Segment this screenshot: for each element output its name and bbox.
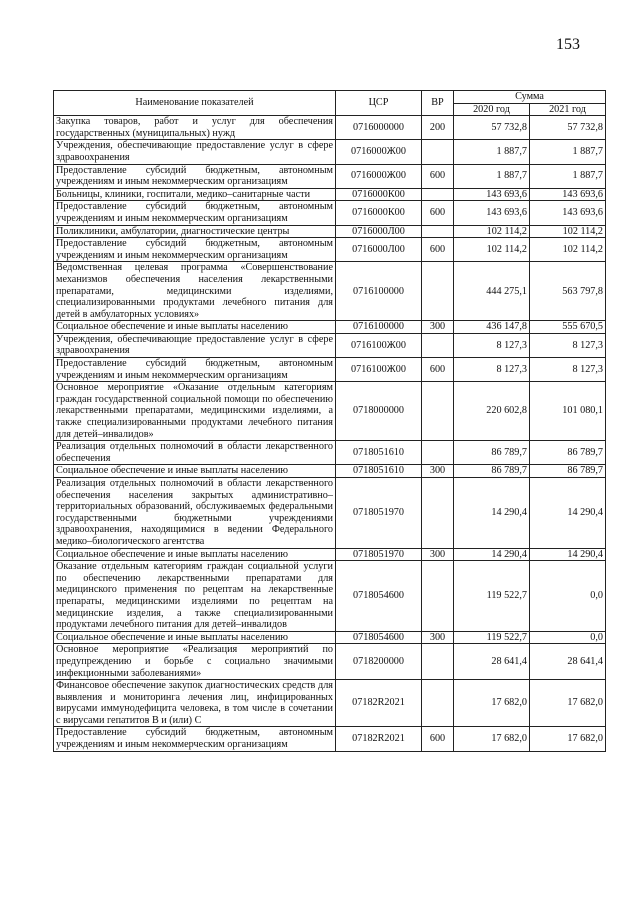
row-2020: 14 290,4: [454, 548, 530, 561]
row-csr: 0718051970: [336, 548, 422, 561]
row-csr: 0716100000: [336, 262, 422, 321]
row-2021: 1 887,7: [530, 140, 606, 164]
row-2020: 28 641,4: [454, 644, 530, 680]
row-vr: [422, 262, 454, 321]
row-vr: 600: [422, 201, 454, 225]
table-row: [54, 164, 606, 188]
row-name: Предоставление субсидий бюджетным, автономным учреждениям и иным некоммерческим организациям: [54, 164, 336, 188]
row-2020: 8 127,3: [454, 333, 530, 357]
row-csr: 0716000К00: [336, 188, 422, 201]
table-row: [54, 441, 606, 465]
row-2020: 1 887,7: [454, 140, 530, 164]
row-2020: 220 602,8: [454, 382, 530, 441]
row-2020: 119 522,7: [454, 631, 530, 644]
table-row: [54, 631, 606, 644]
row-2020: 143 693,6: [454, 188, 530, 201]
row-vr: [422, 382, 454, 441]
row-name: Учреждения, обеспечивающие предоставление услуг в сфере здравоохранения: [54, 333, 336, 357]
header-sum: Сумма: [454, 91, 606, 104]
row-name: Предоставление субсидий бюджетным, автономным учреждениям и иным некоммерческим организациям: [54, 358, 336, 382]
table-row: [54, 262, 606, 321]
row-2020: 86 789,7: [454, 441, 530, 465]
row-2020: 1 887,7: [454, 164, 530, 188]
row-name: Оказание отдельным категориям граждан социальной услуги по обеспечению лекарственными препаратами для медицинского применения по рецептам на лекарственные препараты, медицинскими изделиями по рецептам на медицинские изделия, а также специализированными продуктами лечебного питания для детей–инвалидов: [54, 561, 336, 632]
table-row: [54, 680, 606, 727]
row-2021: 0,0: [530, 561, 606, 632]
row-2021: 57 732,8: [530, 116, 606, 140]
row-csr: 07182R2021: [336, 680, 422, 727]
row-name: Закупка товаров, работ и услуг для обеспечения государственных (муниципальных) нужд: [54, 116, 336, 140]
table-row: [54, 561, 606, 632]
row-csr: 0716000Л00: [336, 238, 422, 262]
row-name: Финансовое обеспечение закупок диагностических средств для выявления и мониторинга лечения лиц, инфицированных вирусами иммунодефицита человека, в том числе в сочетании с вирусами гепатитов В и (или) С: [54, 680, 336, 727]
row-vr: 600: [422, 727, 454, 751]
row-2021: 0,0: [530, 631, 606, 644]
row-2021: 14 290,4: [530, 478, 606, 549]
row-vr: 300: [422, 548, 454, 561]
table-body: [54, 116, 606, 751]
row-csr: 07182R2021: [336, 727, 422, 751]
row-vr: [422, 680, 454, 727]
row-vr: 300: [422, 465, 454, 478]
row-vr: [422, 644, 454, 680]
row-vr: 600: [422, 238, 454, 262]
budget-table: [53, 90, 606, 752]
header-csr: ЦСР: [336, 91, 422, 116]
row-2021: 28 641,4: [530, 644, 606, 680]
row-name: Основное мероприятие «Оказание отдельным категориям граждан государственной социальной помощи по обеспечению лекарственными препаратами, медицинскими изделиями, а также специализированными продуктами лечебного питания для детей–инвалидов»: [54, 382, 336, 441]
row-2020: 436 147,8: [454, 321, 530, 334]
row-2020: 444 275,1: [454, 262, 530, 321]
table-row: [54, 116, 606, 140]
row-2021: 86 789,7: [530, 465, 606, 478]
row-2021: 102 114,2: [530, 238, 606, 262]
row-csr: 0718200000: [336, 644, 422, 680]
row-vr: 600: [422, 164, 454, 188]
row-csr: 0718054600: [336, 631, 422, 644]
row-vr: [422, 140, 454, 164]
row-2020: 8 127,3: [454, 358, 530, 382]
row-2021: 8 127,3: [530, 333, 606, 357]
row-name: Предоставление субсидий бюджетным, автономным учреждениям и иным некоммерческим организациям: [54, 727, 336, 751]
row-name: Реализация отдельных полномочий в области лекарственного обеспечения: [54, 441, 336, 465]
row-vr: 600: [422, 358, 454, 382]
row-csr: 0718051970: [336, 478, 422, 549]
row-2020: 14 290,4: [454, 478, 530, 549]
row-2021: 555 670,5: [530, 321, 606, 334]
row-csr: 0716000Л00: [336, 225, 422, 238]
row-csr: 0716100Ж00: [336, 358, 422, 382]
row-csr: 0716100Ж00: [336, 333, 422, 357]
table-row: [54, 238, 606, 262]
row-2020: 17 682,0: [454, 727, 530, 751]
row-csr: 0716000Ж00: [336, 140, 422, 164]
row-name: Поликлиники, амбулатории, диагностические центры: [54, 225, 336, 238]
row-name: Учреждения, обеспечивающие предоставление услуг в сфере здравоохранения: [54, 140, 336, 164]
table-row: [54, 333, 606, 357]
row-csr: 0716000000: [336, 116, 422, 140]
header-2020: 2020 год: [454, 103, 530, 116]
row-vr: [422, 333, 454, 357]
row-name: Социальное обеспечение и иные выплаты населению: [54, 631, 336, 644]
row-vr: [422, 225, 454, 238]
row-name: Реализация отдельных полномочий в области лекарственного обеспечения населения закрытых административно–территориальных образований, обслуживаемых федеральными государственными бюджетными учреждениями здравоохранения, находящимися в ведении Федерального медико–биологического агентства: [54, 478, 336, 549]
header-vr: ВР: [422, 91, 454, 116]
row-2020: 17 682,0: [454, 680, 530, 727]
table-row: [54, 358, 606, 382]
row-2020: 143 693,6: [454, 201, 530, 225]
header-name: Наименование показателей: [54, 91, 336, 116]
row-csr: 0718051610: [336, 465, 422, 478]
row-vr: [422, 561, 454, 632]
row-name: Социальное обеспечение и иные выплаты населению: [54, 321, 336, 334]
row-2020: 102 114,2: [454, 225, 530, 238]
row-2020: 57 732,8: [454, 116, 530, 140]
row-name: Социальное обеспечение и иные выплаты населению: [54, 548, 336, 561]
table-row: [54, 188, 606, 201]
table-row: [54, 225, 606, 238]
row-2020: 102 114,2: [454, 238, 530, 262]
row-2021: 1 887,7: [530, 164, 606, 188]
row-name: Ведомственная целевая программа «Совершенствование механизмов обеспечения населения лекарственными препаратами, медицинскими изделиями, специализированными продуктами лечебного питания для детей в амбулаторных условиях»: [54, 262, 336, 321]
row-vr: [422, 188, 454, 201]
row-2020: 86 789,7: [454, 465, 530, 478]
row-vr: 200: [422, 116, 454, 140]
row-vr: 300: [422, 321, 454, 334]
table-row: [54, 201, 606, 225]
row-name: Больницы, клиники, госпитали, медико–санитарные части: [54, 188, 336, 201]
row-name: Предоставление субсидий бюджетным, автономным учреждениям и иным некоммерческим организациям: [54, 201, 336, 225]
row-2021: 14 290,4: [530, 548, 606, 561]
row-2021: 101 080,1: [530, 382, 606, 441]
row-2020: 119 522,7: [454, 561, 530, 632]
page-number: 153: [556, 36, 580, 53]
table-row: [54, 140, 606, 164]
row-csr: 0718000000: [336, 382, 422, 441]
row-2021: 17 682,0: [530, 680, 606, 727]
row-2021: 86 789,7: [530, 441, 606, 465]
row-2021: 563 797,8: [530, 262, 606, 321]
row-csr: 0716100000: [336, 321, 422, 334]
table-row: [54, 465, 606, 478]
row-csr: 0716000Ж00: [336, 164, 422, 188]
row-2021: 143 693,6: [530, 201, 606, 225]
table-row: [54, 644, 606, 680]
table-row: [54, 382, 606, 441]
row-csr: 0716000К00: [336, 201, 422, 225]
row-name: Основное мероприятие «Реализация мероприятий по предупреждению и борьбе с социально значимыми инфекционными заболеваниями»: [54, 644, 336, 680]
row-2021: 8 127,3: [530, 358, 606, 382]
row-csr: 0718054600: [336, 561, 422, 632]
row-2021: 102 114,2: [530, 225, 606, 238]
row-vr: 300: [422, 631, 454, 644]
row-vr: [422, 441, 454, 465]
row-name: Социальное обеспечение и иные выплаты населению: [54, 465, 336, 478]
header-2021: 2021 год: [530, 103, 606, 116]
row-name: Предоставление субсидий бюджетным, автономным учреждениям и иным некоммерческим организациям: [54, 238, 336, 262]
row-2021: 143 693,6: [530, 188, 606, 201]
table-row: [54, 478, 606, 549]
table-row: [54, 548, 606, 561]
row-vr: [422, 478, 454, 549]
row-csr: 0718051610: [336, 441, 422, 465]
row-2021: 17 682,0: [530, 727, 606, 751]
table-row: [54, 321, 606, 334]
table-row: [54, 727, 606, 751]
